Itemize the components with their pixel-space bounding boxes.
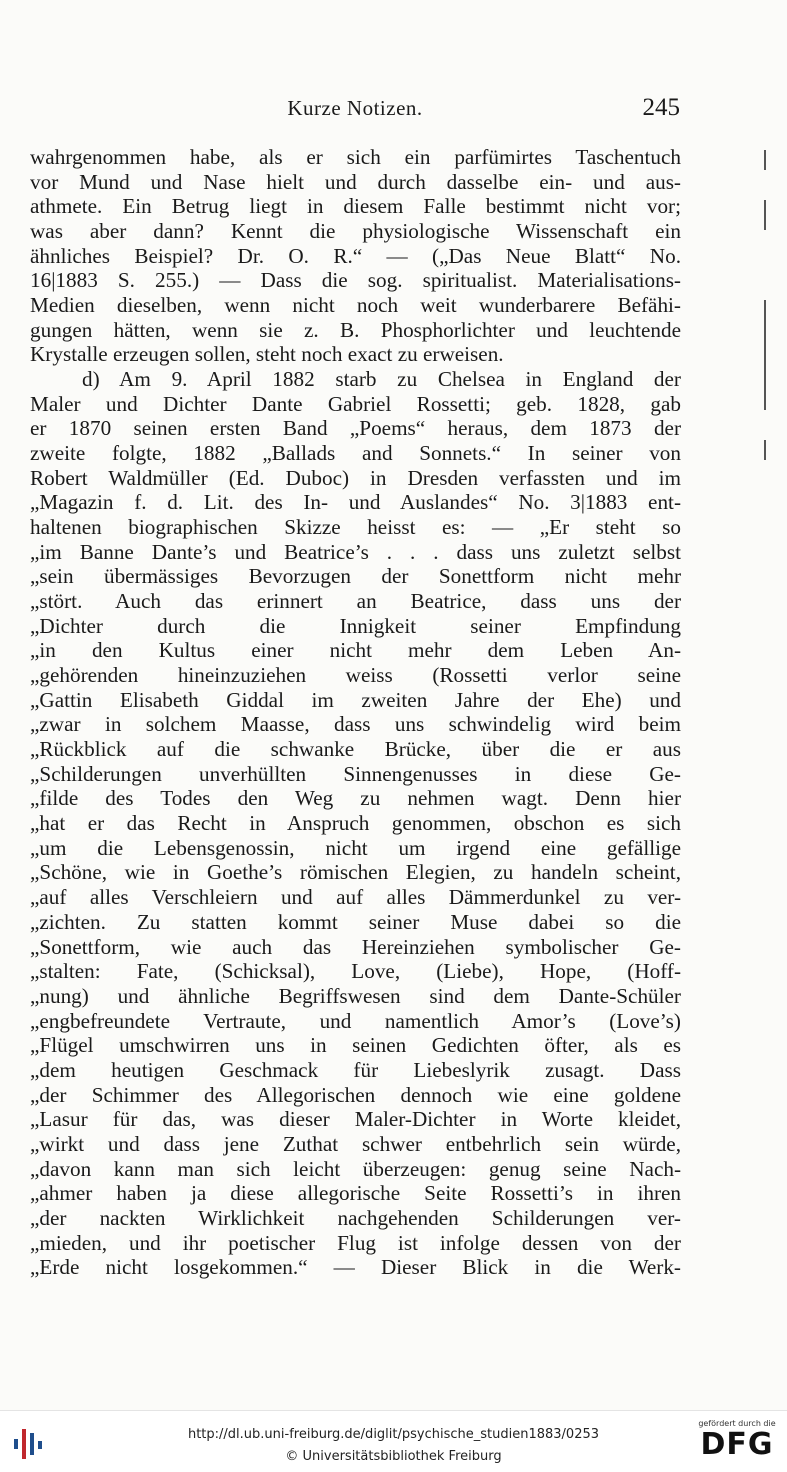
text-line: „Gattin Elisabeth Giddal im zweiten Jahre der Ehe) und (30, 687, 681, 712)
dfg-logo (695, 1419, 779, 1469)
page-header (30, 94, 680, 124)
dfg-logo-text: DFG (700, 1427, 774, 1462)
scan-margin-mark (764, 440, 766, 460)
text-line: „nung) und ähnliche Begriffswesen sind dem Dante-Schüler (30, 983, 681, 1008)
text-line: er 1870 seinen ersten Band „Poems“ heraus, dem 1873 der (30, 416, 681, 441)
text-line: haltenen biographischen Skizze heisst es: — „Er steht so (30, 515, 681, 540)
text-line: d) Am 9. April 1882 starb zu Chelsea in England der (82, 367, 681, 392)
text-line: „im Banne Dante’s und Beatrice’s . . . dass uns zuletzt selbst (30, 539, 681, 564)
text-line: athmete. Ein Betrug liegt in diesem Falle bestimmt nicht vor; (30, 194, 681, 219)
text-line: „dem heutigen Geschmack für Liebeslyrik zusagt. Dass (30, 1057, 681, 1082)
text-line: „Sonettform, wie auch das Hereinziehen symbolischer Ge- (30, 934, 681, 959)
text-line: „hat er das Recht in Anspruch genommen, obschon es sich (30, 811, 681, 836)
text-line: „ahmer haben ja diese allegorische Seite Rossetti’s in ihren (30, 1181, 681, 1206)
text-line: „in den Kultus einer nicht mehr dem Leben An- (30, 638, 681, 663)
text-line: „engbefreundete Vertraute, und namentlich Amor’s (Love’s) (30, 1008, 681, 1033)
text-line: 16|1883 S. 255.) — Dass die sog. spiritualist. Materialisations- (30, 268, 681, 293)
text-line: „sein übermässiges Bevorzugen der Sonettform nicht mehr (30, 564, 681, 589)
text-line: „stört. Auch das erinnert an Beatrice, dass uns der (30, 589, 681, 614)
text-line: „stalten: Fate, (Schicksal), Love, (Liebe), Hope, (Hoff- (30, 959, 681, 984)
text-line: Robert Waldmüller (Ed. Duboc) in Dresden verfassten und im (30, 465, 681, 490)
text-line: „auf alles Verschleiern und auf alles Dämmerdunkel zu ver- (30, 885, 681, 910)
text-line: „Schilderungen unverhüllten Sinnengenusses in diese Ge- (30, 761, 681, 786)
text-line: „gehörenden hineinzuziehen weiss (Rossetti verlor seine (30, 663, 681, 688)
sponsor-text: gefördert durch die (698, 1419, 776, 1428)
text-line: „Erde nicht losgekommen.“ — Dieser Blick in die Werk- (30, 1255, 681, 1280)
text-line: „Flügel umschwirren uns in seinen Gedichten öfter, als es (30, 1033, 681, 1058)
text-line: wahrgenommen habe, als er sich ein parfümirtes Taschentuch (30, 145, 681, 169)
text-line: „mieden, und ihr poetischer Flug ist infolge dessen von der (30, 1230, 681, 1255)
text-line: was aber dann? Kennt die physiologische Wissenschaft ein (30, 219, 681, 244)
text-line: Medien dieselben, wenn nicht noch weit wunderbarere Befähi- (30, 293, 681, 318)
text-line: „zichten. Zu statten kommt seiner Muse dabei so die (30, 909, 681, 934)
text-line: zweite folgte, 1882 „Ballads and Sonnets.“ In seiner von (30, 441, 681, 466)
text-line: „Dichter durch die Innigkeit seiner Empfindung (30, 613, 681, 638)
text-line: gungen hätten, wenn sie z. B. Phosphorlichter und leuchtende (30, 317, 681, 342)
text-line: „wirkt und dass jene Zuthat schwer entbehrlich sein würde, (30, 1131, 681, 1156)
scan-margin-mark (764, 200, 766, 230)
text-line: „zwar in solchem Maasse, dass uns schwindelig wird beim (30, 712, 681, 737)
body-text (30, 145, 681, 1280)
text-line: „der nackten Wirklichkeit nachgehenden Schilderungen ver- (30, 1205, 681, 1230)
text-line: „Magazin f. d. Lit. des In- und Auslandes“ No. 3|1883 ent- (30, 490, 681, 515)
running-head: Kurze Notizen. (287, 96, 423, 120)
text-line: „Schöne, wie in Goethe’s römischen Elegien, zu handeln scheint, (30, 860, 681, 885)
viewer-footer (0, 1410, 787, 1472)
text-line: Maler und Dichter Dante Gabriel Rossetti; geb. 1828, gab (30, 391, 681, 416)
text-line: Krystalle erzeugen sollen, steht noch exact zu erweisen. (30, 342, 504, 367)
scan-margin-mark (764, 300, 766, 410)
text-line: „um die Lebensgenossin, nicht um irgend eine gefällige (30, 835, 681, 860)
text-line: vor Mund und Nase hielt und durch dasselbe ein- und aus- (30, 169, 681, 194)
text-line: ähnliches Beispiel? Dr. O. R.“ — („Das Neue Blatt“ No. (30, 243, 681, 268)
text-line: „Lasur für das, was dieser Maler-Dichter in Worte kleidet, (30, 1107, 681, 1132)
text-line: „Rückblick auf die schwanke Brücke, über die er aus (30, 737, 681, 762)
text-line: „davon kann man sich leicht überzeugen: genug seine Nach- (30, 1156, 681, 1181)
scan-margin-mark (764, 150, 766, 170)
text-line: „filde des Todes den Weg zu nehmen wagt. Denn hier (30, 786, 681, 811)
source-url-link[interactable]: http://dl.ub.uni-freiburg.de/diglit/psychische_studien1883/0253 (187, 1427, 600, 1442)
copyright-notice: © Universitätsbibliothek Freiburg (285, 1449, 502, 1464)
text-line: „der Schimmer des Allegorischen dennoch wie eine goldene (30, 1082, 681, 1107)
page-number: 245 (642, 94, 680, 121)
